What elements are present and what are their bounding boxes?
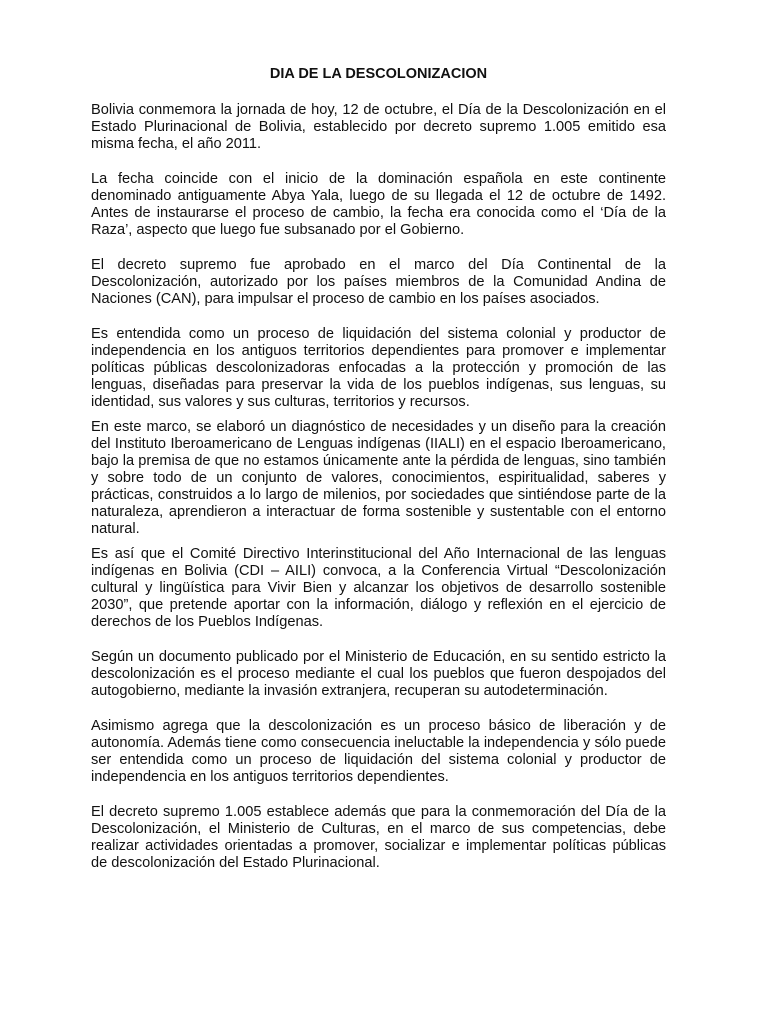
paragraph-3: El decreto supremo fue aprobado en el marco del Día Continental de la Descolonización, autorizado por los países miembros de la Comunidad Andina de Naciones (CAN), para impulsar el proceso de cambio en los países asociados. [91, 257, 666, 307]
paragraph-5: En este marco, se elaboró un diagnóstico de necesidades y un diseño para la creación del Instituto Iberoamericano de Lenguas indígenas (IIALI) en el espacio Iberoamericano, bajo la premisa de que no estamos únicamente ante la pérdida de lenguas, sino también y sobre todo de un conjunto de valores, conocimientos, espiritualidad, saberes y prácticas, construidos a lo largo de milenios, por sociedades que sintiéndose parte de la naturaleza, aprendieron a interactuar de forma sostenible y sustentable con el entorno natural. [91, 419, 666, 537]
paragraph-8: Asimismo agrega que la descolonización es un proceso básico de liberación y de autonomía. Además tiene como consecuencia ineluctable la independencia y sólo puede ser entendida como un proceso de liquidación del sistema colonial y productor de independencia en los antiguos territorios dependientes. [91, 718, 666, 785]
paragraph-4: Es entendida como un proceso de liquidación del sistema colonial y productor de independencia en los antiguos territorios dependientes para promover e implementar políticas públicas descolonizadoras enfocadas a la protección y promoción de las lenguas, diseñadas para preservar la vida de los pueblos indígenas, sus lenguas, su identidad, sus valores y sus culturas, territorios y recursos. [91, 326, 666, 410]
paragraph-7: Según un documento publicado por el Ministerio de Educación, en su sentido estricto la descolonización es el proceso mediante el cual los pueblos que fueron despojados del autogobierno, mediante la invasión extranjera, recuperan su autodeterminación. [91, 649, 666, 699]
paragraph-6: Es así que el Comité Directivo Interinstitucional del Año Internacional de las lenguas indígenas en Bolivia (CDI – AILI) convoca, a la Conferencia Virtual “Descolonización cultural y lingüística para Vivir Bien y alcanzar los objetivos de desarrollo sostenible 2030”, que pretende aportar con la información, diálogo y reflexión en el ejercicio de derechos de los Pueblos Indígenas. [91, 546, 666, 630]
document-page [91, 66, 666, 890]
document-title: DIA DE LA DESCOLONIZACION [269, 66, 488, 82]
paragraph-9: El decreto supremo 1.005 establece además que para la conmemoración del Día de la Descolonización, el Ministerio de Culturas, en el marco de sus competencias, debe realizar actividades orientadas a promover, socializar e implementar políticas públicas de descolonización del Estado Plurinacional. [91, 804, 666, 871]
paragraph-2: La fecha coincide con el inicio de la dominación española en este continente denominado antiguamente Abya Yala, luego de su llegada el 12 de octubre de 1492. Antes de instaurarse el proceso de cambio, la fecha era conocida como el ‘Día de la Raza’, aspecto que luego fue subsanado por el Gobierno. [91, 171, 666, 238]
paragraph-1: Bolivia conmemora la jornada de hoy, 12 de octubre, el Día de la Descolonización en el Estado Plurinacional de Bolivia, establecido por decreto supremo 1.005 emitido esa misma fecha, el año 2011. [91, 102, 666, 152]
